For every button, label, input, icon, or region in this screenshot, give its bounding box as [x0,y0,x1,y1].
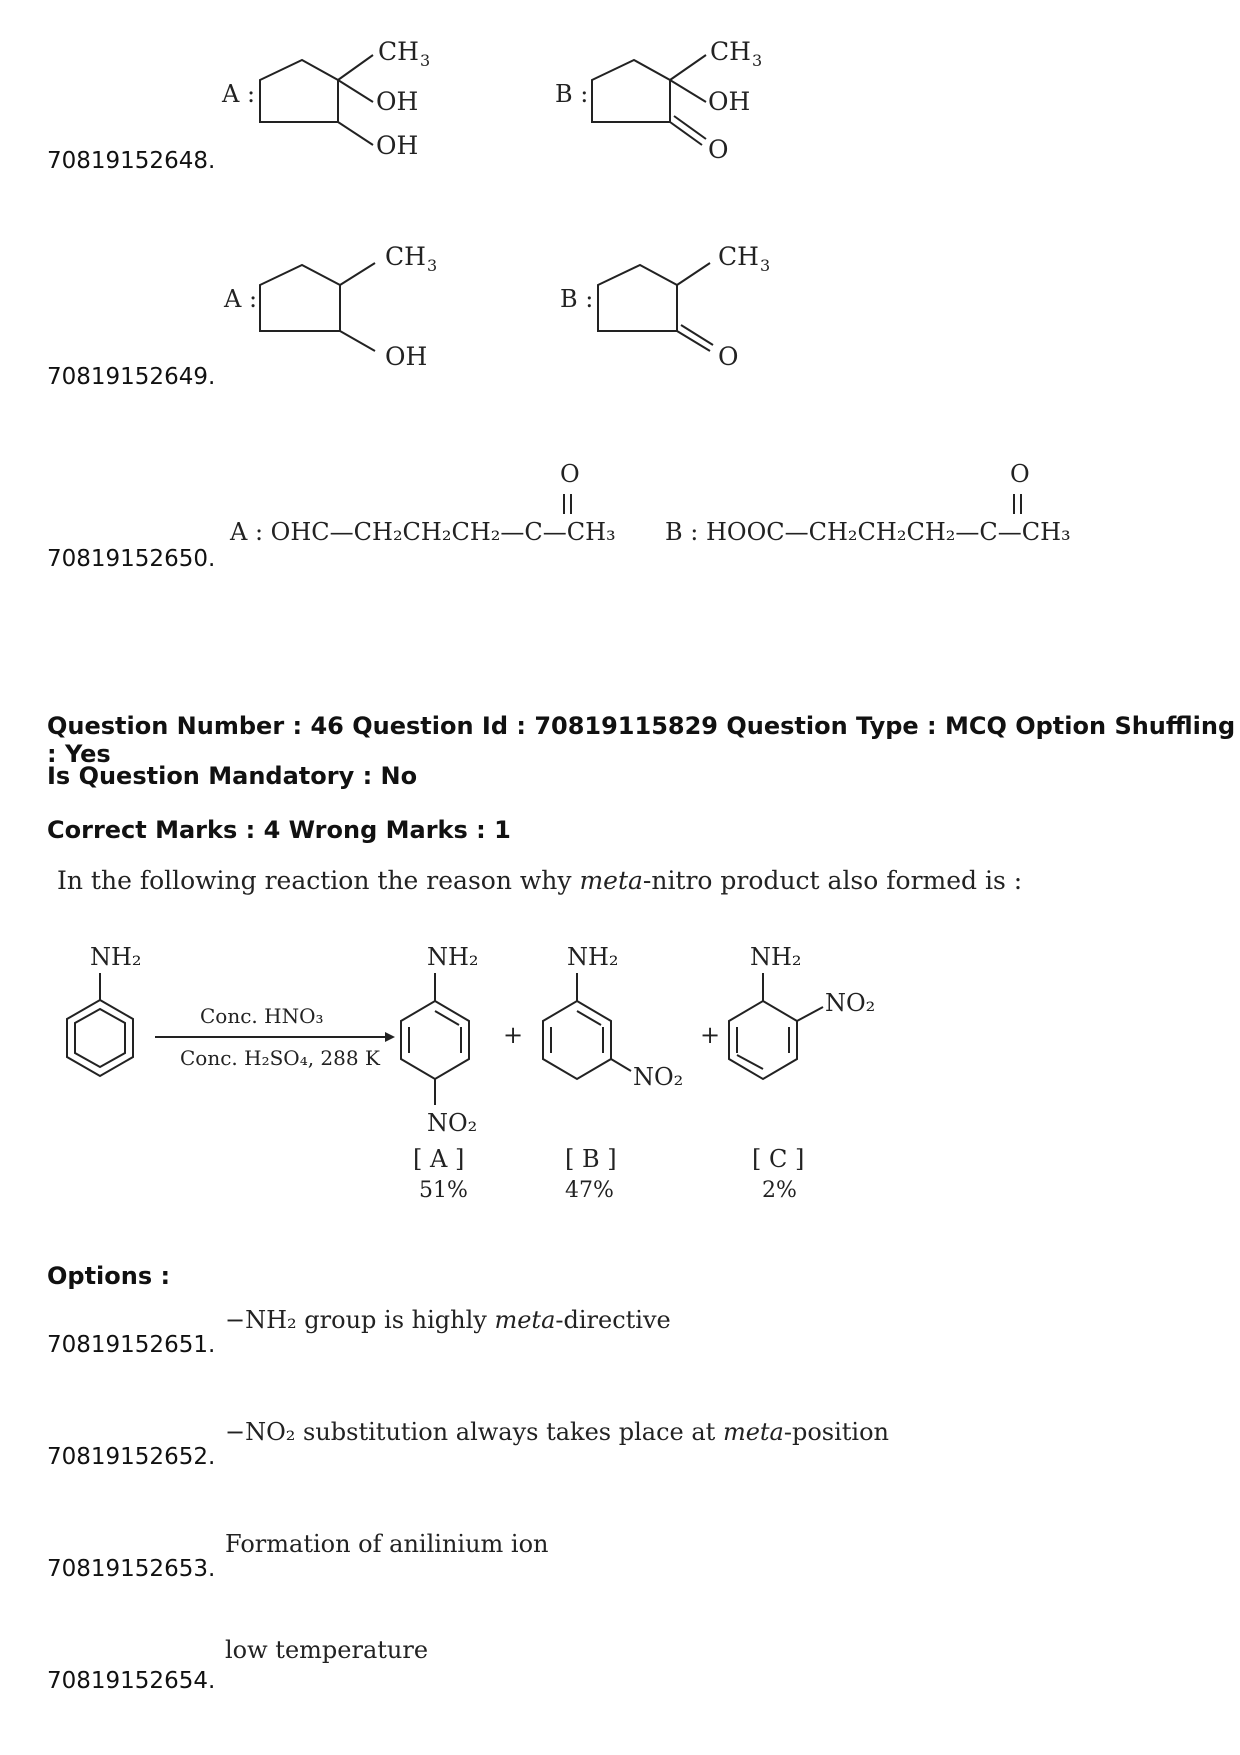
structure-a-label: A : [224,285,258,313]
product-c-percent: 2% [762,1178,797,1203]
subscript: 3 [760,256,771,275]
nitration-reaction-scheme [55,935,935,1225]
option-id: 70819152652. [47,1444,216,1470]
structure-pair-option-2 [210,235,830,375]
structure-pair-option-1 [210,30,830,170]
group-ch3: CH [718,242,759,271]
subscript: 3 [427,256,438,275]
carbonyl-oxygen: O [1010,460,1030,488]
subscript: 3 [752,51,763,70]
group-ch3: CH [710,37,751,66]
group-o: O [708,135,729,164]
option-text[interactable]: −NH₂ group is highly meta-directive [225,1306,671,1334]
group-ch3: CH [385,242,426,271]
product-b-no2: NO₂ [633,1063,684,1091]
reagent-top: Conc. HNO₃ [200,1004,324,1028]
option-id: 70819152653. [47,1556,216,1582]
product-b-label: [ B ] [565,1145,617,1173]
group-oh: OH [376,87,419,116]
question-header-line2: Is Question Mandatory : No [47,762,418,790]
structure-pair-option-3 [220,450,1120,550]
subscript: 3 [420,51,431,70]
group-oh: OH [708,87,751,116]
carbonyl-oxygen: O [560,460,580,488]
plus-sign: + [700,1021,721,1049]
option-text[interactable]: Formation of anilinium ion [225,1530,549,1558]
group-oh: OH [376,131,419,160]
cyclopentane-ring [260,60,338,122]
group-oh: OH [385,342,428,371]
product-c-nh2: NH₂ [750,943,802,971]
structure-b-formula: B : HOOC—CH₂CH₂CH₂—C—CH₃ [665,518,1071,546]
option-text[interactable]: −NO₂ substitution always takes place at meta-position [225,1418,890,1446]
option-id: 70819152649. [47,364,216,390]
product-c-no2: NO₂ [825,989,876,1017]
question-marks: Correct Marks : 4 Wrong Marks : 1 [47,816,511,844]
product-a-percent: 51% [419,1178,468,1203]
product-b-percent: 47% [565,1178,614,1203]
group-ch3: CH [378,37,419,66]
option-id: 70819152648. [47,148,216,174]
question-header-line1: Question Number : 46 Question Id : 70819115829 Question Type : MCQ Option Shuffling : Yes [47,712,1236,768]
product-a-nh2: NH₂ [427,943,479,971]
reactant-nh2: NH₂ [90,943,142,971]
option-text[interactable]: low temperature [225,1636,429,1664]
reagent-bottom: Conc. H₂SO₄, 288 K [180,1046,380,1070]
option-id: 70819152654. [47,1668,216,1694]
structure-a-formula: A : OHC—CH₂CH₂CH₂—C—CH₃ [230,518,616,546]
product-a-no2: NO₂ [427,1109,478,1137]
options-heading: Options : [47,1262,171,1290]
benzene-ring [67,1000,133,1076]
option-id: 70819152651. [47,1332,216,1358]
product-b-nh2: NH₂ [567,943,619,971]
product-c-label: [ C ] [752,1145,805,1173]
group-o: O [718,342,739,371]
structure-a-label: A : [222,80,256,108]
option-id: 70819152650. [47,546,216,572]
plus-sign: + [503,1021,524,1049]
structure-b-label: B : [555,80,589,108]
structure-b-label: B : [560,285,594,313]
question-stem: In the following reaction the reason why meta-nitro product also formed is : [57,866,1023,895]
product-a-label: [ A ] [413,1145,465,1173]
